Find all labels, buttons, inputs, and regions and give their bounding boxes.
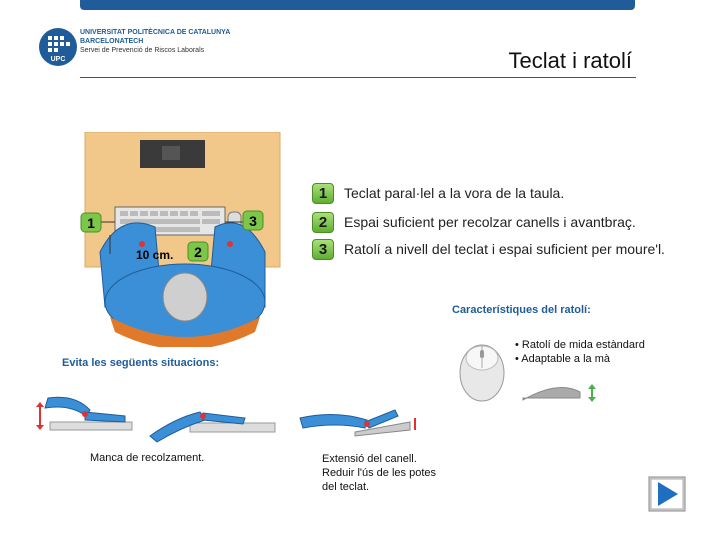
step-text: Ratolí a nivell del teclat i espai suficient per moure'l. — [344, 241, 665, 257]
next-slide-button[interactable] — [648, 476, 686, 512]
step-number: 3 — [312, 239, 334, 260]
bad-posture-no-support — [30, 392, 135, 437]
step-item — [312, 212, 692, 236]
feature-item: • Ratolí de mida estàndard — [515, 339, 645, 351]
org-line-1: UNIVERSITAT POLITÈCNICA DE CATALUNYA — [80, 29, 231, 36]
feature-item: • Adaptable a la mà — [515, 353, 610, 365]
avoid-situations-title: Evita les següents situacions: — [62, 357, 220, 369]
step-text: Teclat paral·lel a la vora de la taula. — [344, 185, 565, 201]
caption-line: del teclat. — [322, 481, 370, 493]
mouse-feature-list — [515, 338, 645, 366]
play-arrow-icon — [648, 476, 686, 512]
bad-posture-wrist-extension — [295, 398, 425, 443]
illus-label-1: 1 — [87, 215, 95, 231]
head — [163, 273, 207, 321]
org-line-2: BARCELONATECH — [80, 38, 144, 45]
caption-line: Reduir l'ús de les potes — [322, 467, 436, 479]
mouse-image — [455, 338, 510, 403]
title-divider — [80, 77, 636, 78]
caption-line: Extensió del canell. — [322, 453, 417, 465]
organization-name — [80, 28, 230, 55]
mouse-features-title: Característiques del ratolí: — [452, 304, 591, 316]
mouse-side-view — [518, 380, 598, 410]
illus-label-2: 2 — [194, 244, 202, 260]
illus-label-3: 3 — [249, 213, 257, 229]
step-item — [312, 183, 692, 207]
step-number: 1 — [312, 183, 334, 204]
caption-no-support: Manca de recolzament. — [90, 452, 205, 464]
step-number: 2 — [312, 212, 334, 233]
desk-illustration — [80, 132, 290, 347]
step-text: Espai suficient per recolzar canells i avantbraç. — [344, 214, 636, 230]
page-title: Teclat i ratolí — [508, 48, 632, 73]
caption-wrist-extension — [322, 452, 436, 494]
bad-posture-wrist-bent — [145, 398, 280, 446]
svg-text:UPC: UPC — [50, 56, 66, 63]
distance-label: 10 cm. — [136, 248, 174, 262]
top-banner-bar — [80, 0, 635, 10]
org-line-3: Servei de Prevenció de Riscos Laborals — [80, 47, 205, 54]
step-item — [312, 239, 692, 263]
